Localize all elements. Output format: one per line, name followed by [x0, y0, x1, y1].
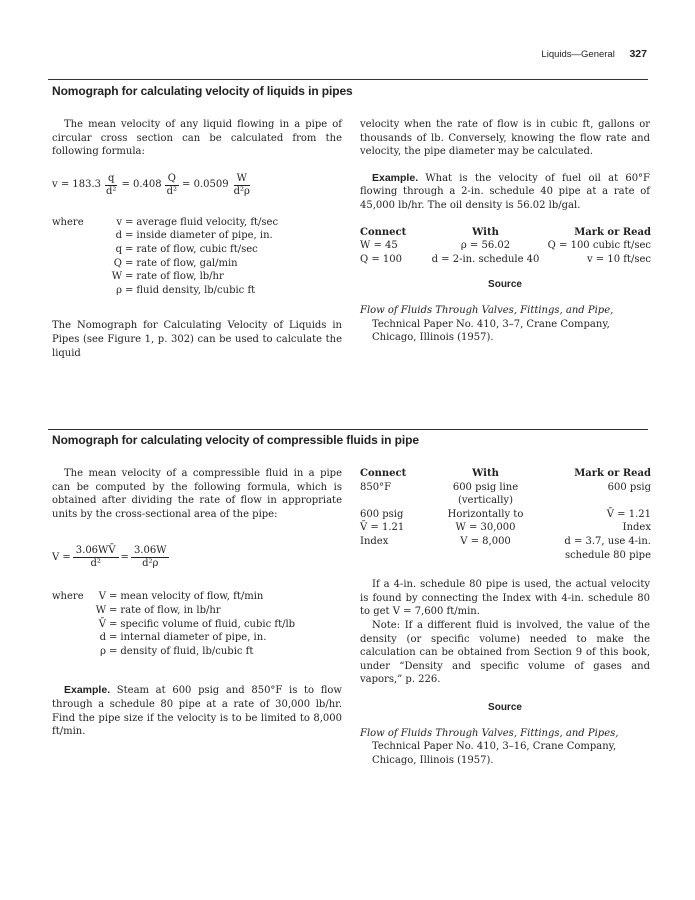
where-symbol: q: [115, 243, 122, 255]
section1-title: Nomograph for calculating velocity of liquids in pipes: [52, 84, 353, 98]
formula1-eq3: = 0.0509: [182, 179, 229, 191]
section2-example: [52, 684, 342, 738]
fraction-denominator: d²: [106, 185, 117, 197]
where-symbol: V: [98, 591, 106, 603]
table-cell: d = 3.7, use 4-in.: [564, 535, 651, 547]
where-row: ρ = density of fluid, lb/cubic ft: [52, 645, 342, 659]
where-symbol: v: [116, 216, 122, 228]
table-header-with: With: [472, 226, 499, 238]
section1-nomograph-table: [360, 226, 651, 267]
table-cell: V̄ = 1.21: [606, 508, 651, 520]
table-row: [360, 549, 651, 563]
fraction-numerator: q: [105, 173, 117, 186]
table-cell: v = 10 ft/sec: [586, 253, 651, 265]
where-label: where: [52, 591, 84, 603]
where-description: specific volume of fluid, cubic ft/lb: [120, 618, 296, 630]
section2-paragraph-actual-velocity: If a 4-in. schedule 80 pipe is used, the actual velocity is found by connecting the Index with 4-in. schedule 80 to get V = 7,600 ft/min.: [360, 579, 650, 618]
formula1-fraction-1: [103, 173, 119, 198]
formula2-lhs: V =: [52, 552, 71, 564]
section2-where-list: [52, 590, 342, 658]
table-row: [360, 535, 651, 549]
table-cell: Q = 100: [360, 253, 403, 265]
section2-title: Nomograph for calculating velocity of compressible fluids in pipe: [52, 433, 419, 447]
source-title: Flow of Fluids Through Valves, Fittings, and Pipe,: [360, 304, 614, 316]
table-cell: V̄ = 1.21: [360, 522, 405, 534]
where-row: ρ = fluid density, lb/cubic ft: [52, 284, 342, 298]
where-symbol: ρ: [116, 284, 122, 296]
source-details: Technical Paper No. 410, 3–7, Crane Company, Chicago, Illinois (1957).: [372, 318, 610, 344]
table-row: [360, 508, 651, 522]
section2-nomograph-table: [360, 467, 651, 562]
table-cell: 600 psig: [360, 508, 404, 520]
page-number: 327: [629, 48, 647, 60]
section1-left-column: [52, 118, 342, 360]
where-symbol: ρ: [100, 645, 106, 657]
source-details: Technical Paper No. 410, 3–16, Crane Company, Chicago, Illinois (1957).: [372, 741, 617, 766]
table-cell: schedule 80 pipe: [564, 549, 651, 561]
fraction-numerator: W: [234, 173, 250, 186]
section2-intro: The mean velocity of a compressible fluid in a pipe can be computed by the following formula, which is obtained after dividing the rate of flow in appropriate units by the cross-sectional area of the pipe:: [52, 468, 342, 520]
section1-example: [360, 172, 650, 213]
where-description: rate of flow, lb/hr: [136, 271, 224, 283]
example-label: Example.: [372, 171, 419, 184]
fraction-numerator: 3.06W: [131, 545, 170, 558]
formula2-fraction-2: [131, 545, 170, 570]
section2-source-heading: Source: [488, 701, 522, 713]
table-cell: ρ = 56.02: [460, 240, 511, 252]
formula1-fraction-2: [164, 173, 180, 198]
section1-intro: The mean velocity of any liquid flowing in a pipe of circular cross section can be calculated from the following formula:: [52, 119, 342, 158]
table-cell: W = 30,000: [455, 522, 516, 534]
where-symbol: V̄: [98, 618, 106, 630]
section1-closing-paragraph: The Nomograph for Calculating Velocity of Liquids in Pipes (see Figure 1, p. 302) can be used to calculate the liquid: [52, 320, 342, 359]
where-row: d = inside diameter of pipe, in.: [52, 229, 342, 243]
table-cell: d = 2-in. schedule 40: [431, 253, 540, 265]
compressible-velocity-formula: [52, 545, 342, 570]
section2-source-reference: [360, 727, 650, 768]
where-symbol: d: [115, 230, 122, 242]
where-description: average fluid velocity, ft/sec: [136, 216, 279, 228]
table-header-row: [360, 467, 651, 481]
fraction-denominator: d²: [166, 185, 178, 197]
table-cell: V = 8,000: [460, 535, 511, 547]
formula1-fraction-3: [231, 173, 253, 198]
table-cell: Index: [360, 535, 389, 547]
section1-source-heading: Source: [488, 279, 522, 291]
formula1-lhs: v = 183.3: [52, 179, 102, 191]
section1-top-rule: [48, 79, 648, 80]
table-cell: Horizontally to: [447, 508, 524, 520]
fraction-denominator: d²ρ: [233, 185, 250, 197]
where-row: Q = rate of flow, gal/min: [52, 257, 342, 271]
where-label: where: [52, 216, 84, 228]
fraction-denominator: d²: [90, 558, 101, 570]
table-header-row: [360, 226, 651, 240]
source-title: Flow of Fluids Through Valves, Fittings, and Pipes,: [360, 727, 619, 739]
where-description: inside diameter of pipe, in.: [136, 230, 273, 242]
table-cell: [360, 549, 424, 563]
table-cell: 600 psig: [607, 481, 651, 493]
example-text: What is the velocity of fuel oil at 60°F flowing through a 2-in. schedule 40 pipe at a rate of 45,000 lb/hr. The oil density is 56.02 lb/gal.: [360, 172, 650, 211]
where-row: d = internal diameter of pipe, in.: [52, 631, 342, 645]
fraction-numerator: 3.06WV̄: [73, 545, 119, 558]
where-description: rate of flow, gal/min: [136, 257, 238, 269]
section1-where-list: [52, 216, 342, 298]
table-header-connect: Connect: [360, 226, 407, 238]
table-cell: [424, 549, 547, 563]
table-row: [360, 253, 651, 267]
section2-left-column: [52, 467, 342, 739]
section2-top-rule: [48, 429, 648, 430]
where-symbol: W: [111, 271, 122, 283]
fraction-denominator: d²ρ: [142, 558, 159, 570]
running-title: Liquids—General: [541, 49, 615, 60]
example-label: Example.: [64, 684, 111, 697]
where-description: rate of flow, cubic ft/sec: [136, 243, 258, 255]
table-header-connect: Connect: [360, 468, 407, 479]
formula2-fraction-1: [73, 545, 119, 570]
table-header-mark-or-read: Mark or Read: [574, 468, 651, 479]
table-cell: 600 psig line (vertically): [452, 481, 519, 507]
section1-source-reference: [360, 304, 650, 345]
where-row: W = rate of flow, lb/hr: [52, 270, 342, 284]
where-row: W = rate of flow, in lb/hr: [95, 604, 221, 616]
table-cell: Index: [622, 522, 651, 534]
where-symbol: d: [99, 632, 106, 644]
where-description: internal diameter of pipe, in.: [120, 632, 267, 644]
fraction-numerator: Q: [165, 173, 179, 186]
section2-paragraph-note: Note: If a different fluid is involved, the value of the density (or specific volume) needed to make the calculation can be obtained from Section 9 of this book, under “Density and specific volume of gases and vapors,” p. 226.: [360, 619, 650, 686]
section1-right-continuation: velocity when the rate of flow is in cubic ft, gallons or thousands of lb. Conversely, knowing the flow rate and velocity, the pipe diameter may be calculated.: [360, 119, 650, 158]
table-cell: W = 45: [360, 240, 398, 252]
where-row: where V = mean velocity of flow, ft/min: [52, 591, 264, 603]
example-text: Steam at 600 psig and 850°F is to flow through a schedule 80 pipe at a rate of 30,000 lb/hr. Find the pipe size if the velocity is to be limited to 8,000 ft/min.: [52, 685, 342, 738]
table-row: [360, 239, 651, 253]
liquid-velocity-formula: [52, 173, 342, 198]
section2-right-column: [360, 467, 650, 767]
section1-right-column: [360, 118, 650, 345]
where-description: rate of flow, in lb/hr: [120, 604, 221, 616]
running-header: [541, 48, 647, 60]
where-symbol: W: [95, 604, 106, 616]
formula2-eq2: =: [120, 552, 129, 564]
table-header-with: With: [472, 468, 499, 479]
table-cell: Q = 100 cubic ft/sec: [547, 240, 651, 252]
table-row: [360, 521, 651, 535]
table-header-mark-or-read: Mark or Read: [574, 226, 651, 238]
where-description: mean velocity of flow, ft/min: [120, 591, 264, 603]
where-row: where v = average fluid velocity, ft/sec: [52, 216, 279, 228]
where-description: density of fluid, lb/cubic ft: [120, 645, 254, 657]
formula1-eq2: = 0.408: [121, 179, 162, 191]
table-cell: 850°F: [360, 481, 392, 493]
where-row: q = rate of flow, cubic ft/sec: [52, 243, 342, 257]
table-row: [360, 481, 651, 508]
where-symbol: Q: [113, 257, 122, 269]
where-description: fluid density, lb/cubic ft: [136, 284, 256, 296]
where-row: V̄ = specific volume of fluid, cubic ft/lb: [52, 618, 342, 632]
